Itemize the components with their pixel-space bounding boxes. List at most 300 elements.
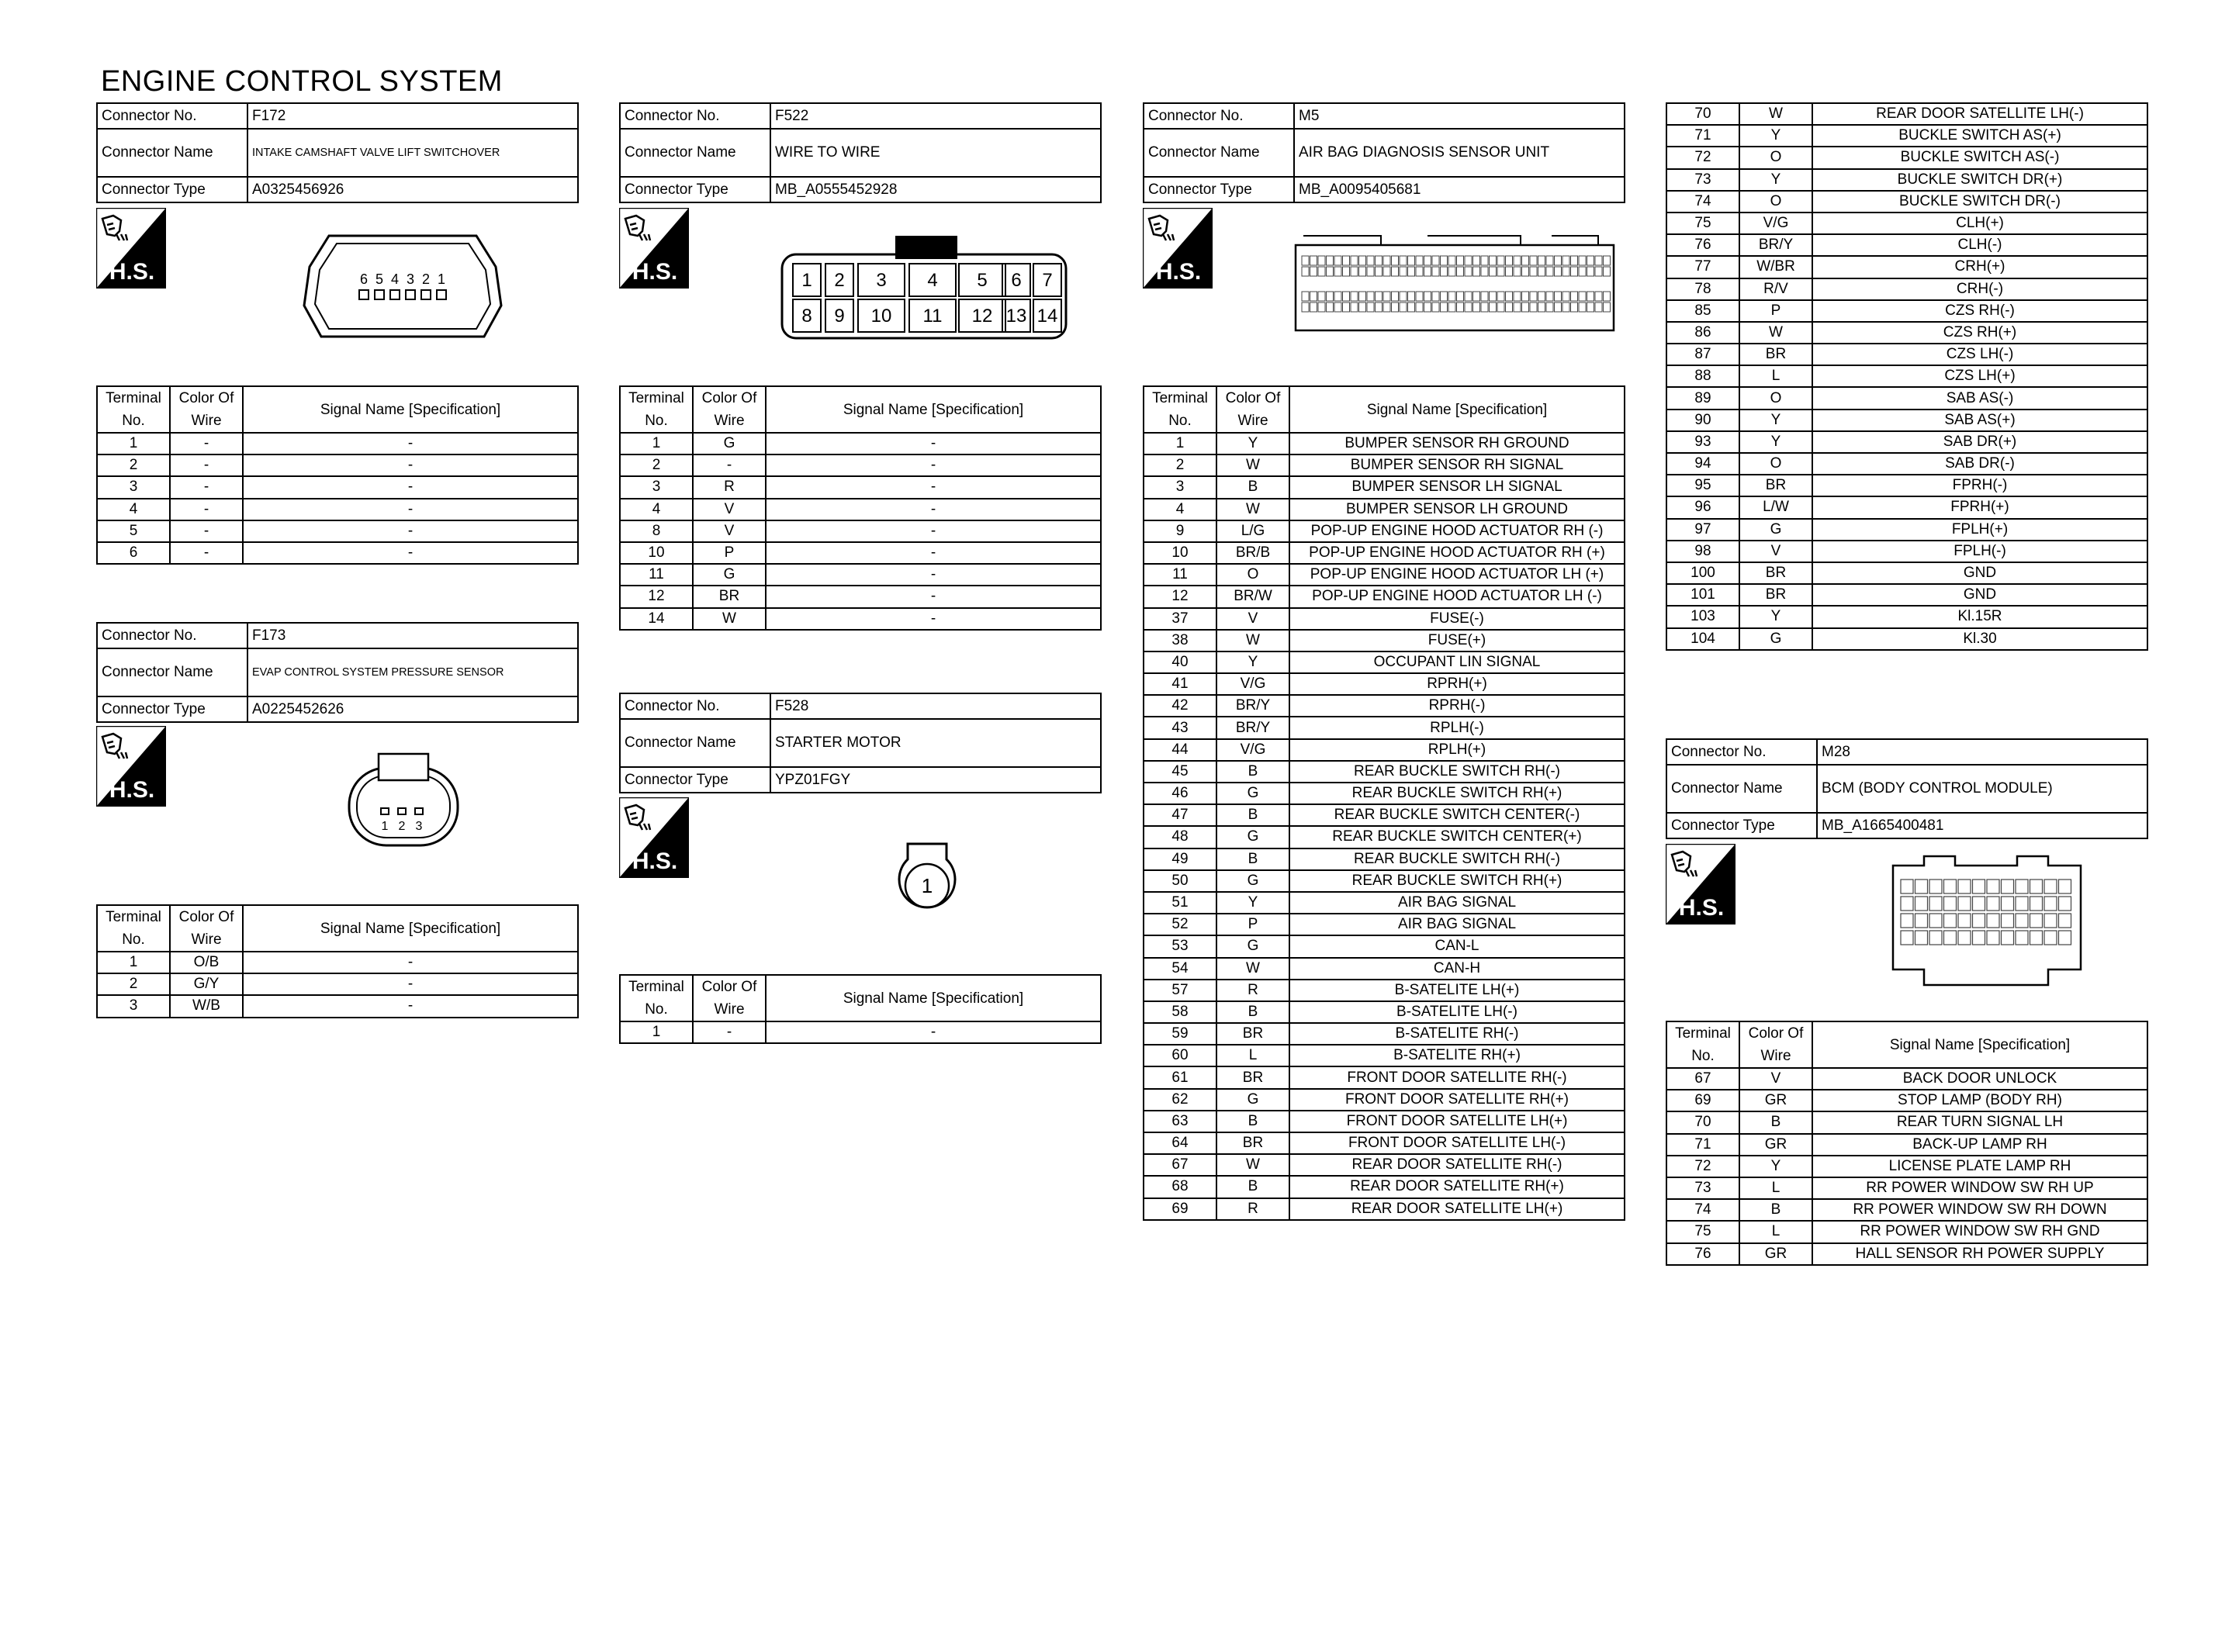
pin-cavity xyxy=(1497,256,1504,265)
pin-cavity xyxy=(1571,267,1578,276)
terminal-table-m28 xyxy=(1666,1021,2148,1266)
signal-name-cell: BUCKLE SWITCH AS(-) xyxy=(1812,147,2147,168)
terminal-no-cell: 64 xyxy=(1144,1132,1216,1154)
pin-cavity xyxy=(1302,302,1309,312)
pin-cavity xyxy=(1383,292,1390,301)
pin-cavity xyxy=(1310,292,1317,301)
table-row xyxy=(1666,1068,2147,1090)
table-row xyxy=(620,564,1101,586)
pin-cavity xyxy=(1579,292,1586,301)
table-row xyxy=(1144,520,1625,542)
connector-name-label: Connector Name xyxy=(620,719,770,767)
table-row xyxy=(620,476,1101,498)
wire-color-cell: BR xyxy=(1739,584,1812,606)
pin-cavity xyxy=(1973,914,1985,928)
table-row xyxy=(1666,431,2147,453)
wire-color-cell: P xyxy=(1739,300,1812,322)
signal-name-cell: FRONT DOOR SATELLITE LH(-) xyxy=(1289,1132,1625,1154)
pin-cavity xyxy=(1457,267,1464,276)
signal-name-cell: REAR DOOR SATELLITE LH(+) xyxy=(1289,1198,1625,1220)
pin-cavity xyxy=(1392,256,1399,265)
terminal-no-cell: 46 xyxy=(1144,783,1216,804)
terminal-table-f173 xyxy=(96,904,579,1018)
connector-name-value: BCM (BODY CONTROL MODULE) xyxy=(1817,765,2147,813)
wire-color-cell: GR xyxy=(1739,1090,1812,1111)
table-row xyxy=(1666,1243,2147,1265)
terminal-no-cell: 1 xyxy=(97,952,170,973)
pin-label: 11 xyxy=(922,306,943,327)
signal-name-cell: FRONT DOOR SATELLITE RH(-) xyxy=(1289,1066,1625,1088)
pin-cavity xyxy=(1506,292,1513,301)
table-row xyxy=(97,454,578,476)
hs-badge-icon xyxy=(1143,208,1213,289)
table-row xyxy=(1666,453,2147,475)
pin-cavity xyxy=(421,290,431,299)
terminal-no-cell: 74 xyxy=(1666,191,1739,213)
pin-label: 5 xyxy=(375,271,384,287)
pin-label: 4 xyxy=(927,270,938,291)
wire-color-cell: Y xyxy=(1739,606,1812,627)
pin-cavity xyxy=(1514,267,1521,276)
wire-color-cell: B xyxy=(1216,1001,1289,1023)
terminal-no-cell: 52 xyxy=(1144,914,1216,935)
terminal-no-cell: 41 xyxy=(1144,673,1216,695)
terminal-no-cell: 62 xyxy=(1144,1089,1216,1111)
terminal-no-cell: 77 xyxy=(1666,256,1739,278)
wire-color-cell: V/G xyxy=(1216,673,1289,695)
connector-name-label: Connector Name xyxy=(97,129,247,177)
connector-info-f522 xyxy=(619,102,1102,203)
terminal-no-cell: 1 xyxy=(620,433,693,454)
pin-cavity xyxy=(1383,256,1390,265)
wire-color-cell: - xyxy=(170,433,243,454)
wire-color-cell: L xyxy=(1739,1177,1812,1199)
connector-type-label: Connector Type xyxy=(1144,177,1294,202)
pin-cavity xyxy=(1400,302,1407,312)
pin-cavity xyxy=(2044,931,2057,945)
pin-cavity xyxy=(1555,292,1562,301)
signal-name-cell: - xyxy=(766,476,1101,498)
pin-cavity xyxy=(1343,292,1350,301)
connector-name-label: Connector Name xyxy=(97,648,247,696)
pin-cavity xyxy=(437,290,446,299)
color-of-wire-header: Color Of Wire xyxy=(1739,1021,1812,1068)
terminal-no-cell: 3 xyxy=(1144,476,1216,498)
pin-cavity xyxy=(1318,292,1325,301)
pin-cavity xyxy=(1383,267,1390,276)
wire-color-cell: R/V xyxy=(1739,278,1812,300)
wire-color-cell: G xyxy=(1739,628,1812,650)
pin-cavity xyxy=(1530,292,1537,301)
wire-color-cell: B xyxy=(1216,1176,1289,1198)
connector-face-f173 xyxy=(341,745,465,861)
signal-name-cell: LICENSE PLATE LAMP RH xyxy=(1812,1156,2147,1177)
table-row xyxy=(1666,365,2147,387)
pin-cavity xyxy=(1376,256,1383,265)
terminal-table-f522 xyxy=(619,385,1102,631)
pin-cavity xyxy=(1327,267,1334,276)
signal-name-cell: POP-UP ENGINE HOOD ACTUATOR LH (-) xyxy=(1289,586,1625,607)
table-row xyxy=(1144,1045,1625,1066)
hs-badge-label: H.S. xyxy=(109,259,155,285)
color-of-wire-header: Color Of Wire xyxy=(693,386,766,433)
pin-cavity xyxy=(2030,880,2043,893)
connector-no-value: F528 xyxy=(770,693,1101,719)
terminal-no-cell: 1 xyxy=(620,1021,693,1043)
pin-cavity xyxy=(1506,267,1513,276)
signal-name-cell: FRONT DOOR SATELLITE LH(+) xyxy=(1289,1111,1625,1132)
table-row xyxy=(1666,103,2147,125)
terminal-no-cell: 8 xyxy=(620,520,693,542)
wire-color-cell: V/G xyxy=(1216,739,1289,761)
terminal-no-cell: 97 xyxy=(1666,519,1739,541)
terminal-no-cell: 3 xyxy=(620,476,693,498)
signal-name-cell: BUCKLE SWITCH AS(+) xyxy=(1812,125,2147,147)
pin-cavity xyxy=(1958,931,1971,945)
pin-cavity xyxy=(1334,256,1341,265)
signal-name-cell: BUCKLE SWITCH DR(-) xyxy=(1812,191,2147,213)
signal-name-cell: REAR BUCKLE SWITCH RH(+) xyxy=(1289,783,1625,804)
wire-color-cell: W xyxy=(1216,958,1289,980)
pin-cavity xyxy=(2002,880,2014,893)
table-row xyxy=(1144,1132,1625,1154)
table-row xyxy=(1666,475,2147,496)
connector-info-m5 xyxy=(1143,102,1625,203)
pin-cavity xyxy=(1530,267,1537,276)
pin-cavity xyxy=(1432,292,1439,301)
pin-cavity xyxy=(1490,267,1497,276)
terminal-no-cell: 103 xyxy=(1666,606,1739,627)
table-row xyxy=(1144,673,1625,695)
connector-type-label: Connector Type xyxy=(1666,813,1817,838)
pin-cavity xyxy=(1310,302,1317,312)
connector-name-value: INTAKE CAMSHAFT VALVE LIFT SWITCHOVER xyxy=(247,129,578,177)
connector-info-f528 xyxy=(619,693,1102,793)
terminal-no-cell: 6 xyxy=(97,542,170,564)
pin-cavity xyxy=(2059,880,2071,893)
pin-cavity xyxy=(1944,931,1957,945)
table-row xyxy=(1666,584,2147,606)
signal-name-cell: SAB DR(+) xyxy=(1812,431,2147,453)
signal-name-cell: REAR DOOR SATELLITE RH(-) xyxy=(1289,1154,1625,1176)
pin-cavity xyxy=(1929,897,1942,911)
table-row xyxy=(1144,499,1625,520)
wire-color-cell: V/G xyxy=(1739,213,1812,234)
wire-color-cell: BR xyxy=(1216,1023,1289,1045)
pin-cavity xyxy=(1408,292,1415,301)
signal-name-cell: - xyxy=(766,608,1101,630)
wire-color-cell: - xyxy=(170,454,243,476)
signal-name-cell: STOP LAMP (BODY RH) xyxy=(1812,1090,2147,1111)
pin-cavity xyxy=(1987,897,1999,911)
terminal-no-header: Terminal No. xyxy=(620,975,693,1021)
pin-cavity xyxy=(1546,267,1553,276)
table-row xyxy=(1666,125,2147,147)
terminal-no-cell: 89 xyxy=(1666,387,1739,409)
wire-color-cell: B xyxy=(1739,1111,1812,1133)
pin-label: 2 xyxy=(421,271,431,287)
pin-cavity xyxy=(1973,931,1985,945)
signal-name-cell: - xyxy=(243,499,578,520)
hs-badge-icon xyxy=(96,726,166,807)
signal-name-cell: FUSE(+) xyxy=(1289,630,1625,651)
pin-cavity xyxy=(1473,292,1480,301)
table-row xyxy=(1666,496,2147,518)
pin-cavity xyxy=(1555,256,1562,265)
pin-cavity xyxy=(1522,292,1529,301)
wire-color-cell: G xyxy=(1216,870,1289,892)
wire-color-cell: G xyxy=(693,564,766,586)
wire-color-cell: W xyxy=(693,608,766,630)
signal-name-cell: B-SATELITE RH(-) xyxy=(1289,1023,1625,1045)
pin-label: 9 xyxy=(834,306,845,327)
terminal-no-cell: 88 xyxy=(1666,365,1739,387)
signal-name-cell: - xyxy=(243,476,578,498)
hs-badge-icon xyxy=(1666,844,1735,924)
table-row xyxy=(1144,935,1625,957)
signal-name-cell: POP-UP ENGINE HOOD ACTUATOR LH (+) xyxy=(1289,564,1625,586)
pin-label: 4 xyxy=(390,271,400,287)
table-row xyxy=(620,454,1101,476)
terminal-no-cell: 40 xyxy=(1144,651,1216,673)
wire-color-cell: O xyxy=(1739,387,1812,409)
connector-no-value: F173 xyxy=(247,623,578,648)
connector-type-value: MB_A0095405681 xyxy=(1294,177,1625,202)
terminal-no-cell: 98 xyxy=(1666,541,1739,562)
connector-name-value: EVAP CONTROL SYSTEM PRESSURE SENSOR xyxy=(247,648,578,696)
pin-cavity xyxy=(1367,292,1374,301)
signal-name-cell: REAR BUCKLE SWITCH RH(-) xyxy=(1289,848,1625,870)
terminal-no-cell: 63 xyxy=(1144,1111,1216,1132)
pin-cavity xyxy=(1432,302,1439,312)
pin-cavity xyxy=(2059,897,2071,911)
pin-cavity xyxy=(1604,256,1611,265)
signal-name-cell: - xyxy=(766,454,1101,476)
connector-type-value: A0325456926 xyxy=(247,177,578,202)
pin-cavity xyxy=(1392,292,1399,301)
pin-cavity xyxy=(1359,302,1366,312)
pin-cavity xyxy=(1538,267,1545,276)
pin-cavity xyxy=(1514,302,1521,312)
pin-cavity xyxy=(1334,267,1341,276)
pin-cavity xyxy=(1473,256,1480,265)
pin-cavity xyxy=(1579,267,1586,276)
connector-no-label: Connector No. xyxy=(620,693,770,719)
signal-name-cell: RPLH(+) xyxy=(1289,739,1625,761)
wire-color-cell: Y xyxy=(1216,433,1289,454)
pin-cavity xyxy=(1929,914,1942,928)
terminal-no-cell: 85 xyxy=(1666,300,1739,322)
terminal-no-cell: 60 xyxy=(1144,1045,1216,1066)
table-row xyxy=(1666,344,2147,365)
color-of-wire-header: Color Of Wire xyxy=(693,975,766,1021)
signal-name-cell: RPRH(-) xyxy=(1289,695,1625,717)
pin-cavity xyxy=(1506,256,1513,265)
terminal-no-cell: 100 xyxy=(1666,562,1739,584)
pin-cavity xyxy=(1408,302,1415,312)
signal-name-cell: B-SATELITE RH(+) xyxy=(1289,1045,1625,1066)
connector-face-f172 xyxy=(298,220,507,352)
signal-name-cell: Kl.30 xyxy=(1812,628,2147,650)
pin-label: 2 xyxy=(834,270,845,291)
wire-color-cell: V xyxy=(1739,541,1812,562)
pin-cavity xyxy=(1424,292,1431,301)
signal-name-cell: - xyxy=(766,1021,1101,1043)
terminal-no-cell: 68 xyxy=(1144,1176,1216,1198)
pin-cavity xyxy=(1490,292,1497,301)
terminal-no-cell: 75 xyxy=(1666,213,1739,234)
hs-badge-label: H.S. xyxy=(1155,259,1202,285)
pin-cavity xyxy=(1587,292,1594,301)
pin-cavity xyxy=(1530,302,1537,312)
table-row xyxy=(1144,586,1625,607)
signal-name-cell: OCCUPANT LIN SIGNAL xyxy=(1289,651,1625,673)
pin-cavity xyxy=(1987,931,1999,945)
pin-cavity xyxy=(1562,302,1569,312)
wire-color-cell: R xyxy=(693,476,766,498)
table-row xyxy=(1144,454,1625,476)
pin-label: 7 xyxy=(1042,270,1053,291)
terminal-no-cell: 11 xyxy=(620,564,693,586)
wire-color-cell: G/Y xyxy=(170,973,243,995)
table-row xyxy=(1144,564,1625,586)
connector-no-value: M5 xyxy=(1294,103,1625,129)
wire-color-cell: W xyxy=(1216,454,1289,476)
pin-cavity xyxy=(2044,880,2057,893)
pin-cavity xyxy=(1901,897,1913,911)
connector-info-m28 xyxy=(1666,738,2148,839)
signal-name-cell: REAR DOOR SATELLITE LH(-) xyxy=(1812,103,2147,125)
pin-cavity xyxy=(1473,302,1480,312)
signal-name-cell: FPRH(+) xyxy=(1812,496,2147,518)
table-row xyxy=(97,542,578,564)
table-row xyxy=(1144,848,1625,870)
pin-cavity xyxy=(1302,256,1309,265)
table-row xyxy=(1144,826,1625,848)
signal-name-cell: CAN-L xyxy=(1289,935,1625,957)
pin-cavity xyxy=(1400,267,1407,276)
pin-cavity xyxy=(1441,256,1448,265)
pin-cavity xyxy=(2016,931,2028,945)
table-row xyxy=(97,520,578,542)
signal-name-cell: REAR BUCKLE SWITCH CENTER(-) xyxy=(1289,804,1625,826)
wire-color-cell: BR xyxy=(1216,1132,1289,1154)
terminal-no-cell: 10 xyxy=(1144,542,1216,564)
pin-cavity xyxy=(1497,292,1504,301)
pin-cavity xyxy=(1497,267,1504,276)
pin-cavity xyxy=(1481,292,1488,301)
terminal-no-cell: 73 xyxy=(1666,1177,1739,1199)
pin-cavity xyxy=(1587,302,1594,312)
table-row xyxy=(1144,1001,1625,1023)
wire-color-cell: V xyxy=(1216,608,1289,630)
pin-cavity xyxy=(1595,292,1602,301)
hs-badge-label: H.S. xyxy=(109,777,155,803)
pin-cavity xyxy=(1351,267,1358,276)
connector-face-f528 xyxy=(892,836,962,921)
pin-cavity xyxy=(1915,914,1928,928)
wire-color-cell: BR xyxy=(1739,344,1812,365)
wire-color-cell: B xyxy=(1739,1199,1812,1221)
table-row xyxy=(97,952,578,973)
pin-label: 3 xyxy=(406,271,415,287)
signal-name-header: Signal Name [Specification] xyxy=(1812,1021,2147,1068)
terminal-no-cell: 3 xyxy=(97,476,170,498)
pin-cavity xyxy=(1448,292,1455,301)
table-row xyxy=(1144,804,1625,826)
pin-cavity xyxy=(2059,914,2071,928)
wire-color-cell: G xyxy=(693,433,766,454)
wire-color-cell: - xyxy=(693,1021,766,1043)
terminal-no-cell: 69 xyxy=(1144,1198,1216,1220)
pin-cavity xyxy=(1343,302,1350,312)
table-row xyxy=(1144,542,1625,564)
terminal-no-cell: 2 xyxy=(1144,454,1216,476)
pin-cavity xyxy=(1604,302,1611,312)
table-row xyxy=(620,1021,1101,1043)
wire-color-cell: L xyxy=(1216,1045,1289,1066)
terminal-no-header: Terminal No. xyxy=(97,905,170,952)
pin-label: 3 xyxy=(415,820,423,833)
signal-name-cell: FPRH(-) xyxy=(1812,475,2147,496)
wire-color-cell: L xyxy=(1739,1221,1812,1242)
pin-cavity xyxy=(1327,302,1334,312)
pin-cavity xyxy=(1302,267,1309,276)
table-row xyxy=(97,995,578,1017)
connector-no-label: Connector No. xyxy=(97,103,247,129)
pin-cavity xyxy=(1408,267,1415,276)
wire-color-cell: BR/Y xyxy=(1216,717,1289,738)
table-row xyxy=(620,542,1101,564)
wire-color-cell: W xyxy=(1739,322,1812,344)
terminal-no-cell: 67 xyxy=(1666,1068,1739,1090)
table-row xyxy=(1144,1176,1625,1198)
wire-color-cell: W xyxy=(1216,630,1289,651)
pin-cavity xyxy=(1441,267,1448,276)
terminal-no-cell: 9 xyxy=(1144,520,1216,542)
wire-color-cell: - xyxy=(170,499,243,520)
table-row xyxy=(1144,870,1625,892)
table-row xyxy=(1666,1090,2147,1111)
signal-name-cell: - xyxy=(243,973,578,995)
terminal-no-cell: 44 xyxy=(1144,739,1216,761)
connector-no-label: Connector No. xyxy=(1144,103,1294,129)
connector-no-value: F522 xyxy=(770,103,1101,129)
signal-name-cell: RR POWER WINDOW SW RH GND xyxy=(1812,1221,2147,1242)
wire-color-cell: - xyxy=(170,476,243,498)
wire-color-cell: Y xyxy=(1739,1156,1812,1177)
wire-color-cell: G xyxy=(1216,1089,1289,1111)
pin-cavity xyxy=(1318,256,1325,265)
wire-color-cell: Y xyxy=(1216,892,1289,914)
signal-name-cell: - xyxy=(766,499,1101,520)
signal-name-cell: - xyxy=(766,520,1101,542)
signal-name-cell: CZS LH(+) xyxy=(1812,365,2147,387)
terminal-no-cell: 1 xyxy=(97,433,170,454)
signal-name-cell: REAR BUCKLE SWITCH RH(+) xyxy=(1289,870,1625,892)
pin-cavity xyxy=(406,290,415,299)
table-row xyxy=(1144,1089,1625,1111)
pin-cavity xyxy=(415,808,423,814)
pin-cavity xyxy=(1318,302,1325,312)
pin-cavity xyxy=(1571,292,1578,301)
connector-name-value: AIR BAG DIAGNOSIS SENSOR UNIT xyxy=(1294,129,1625,177)
wire-color-cell: P xyxy=(1216,914,1289,935)
pin-cavity xyxy=(2002,931,2014,945)
pin-label: 6 xyxy=(359,271,369,287)
connector-type-label: Connector Type xyxy=(620,177,770,202)
pin-cavity xyxy=(1514,292,1521,301)
